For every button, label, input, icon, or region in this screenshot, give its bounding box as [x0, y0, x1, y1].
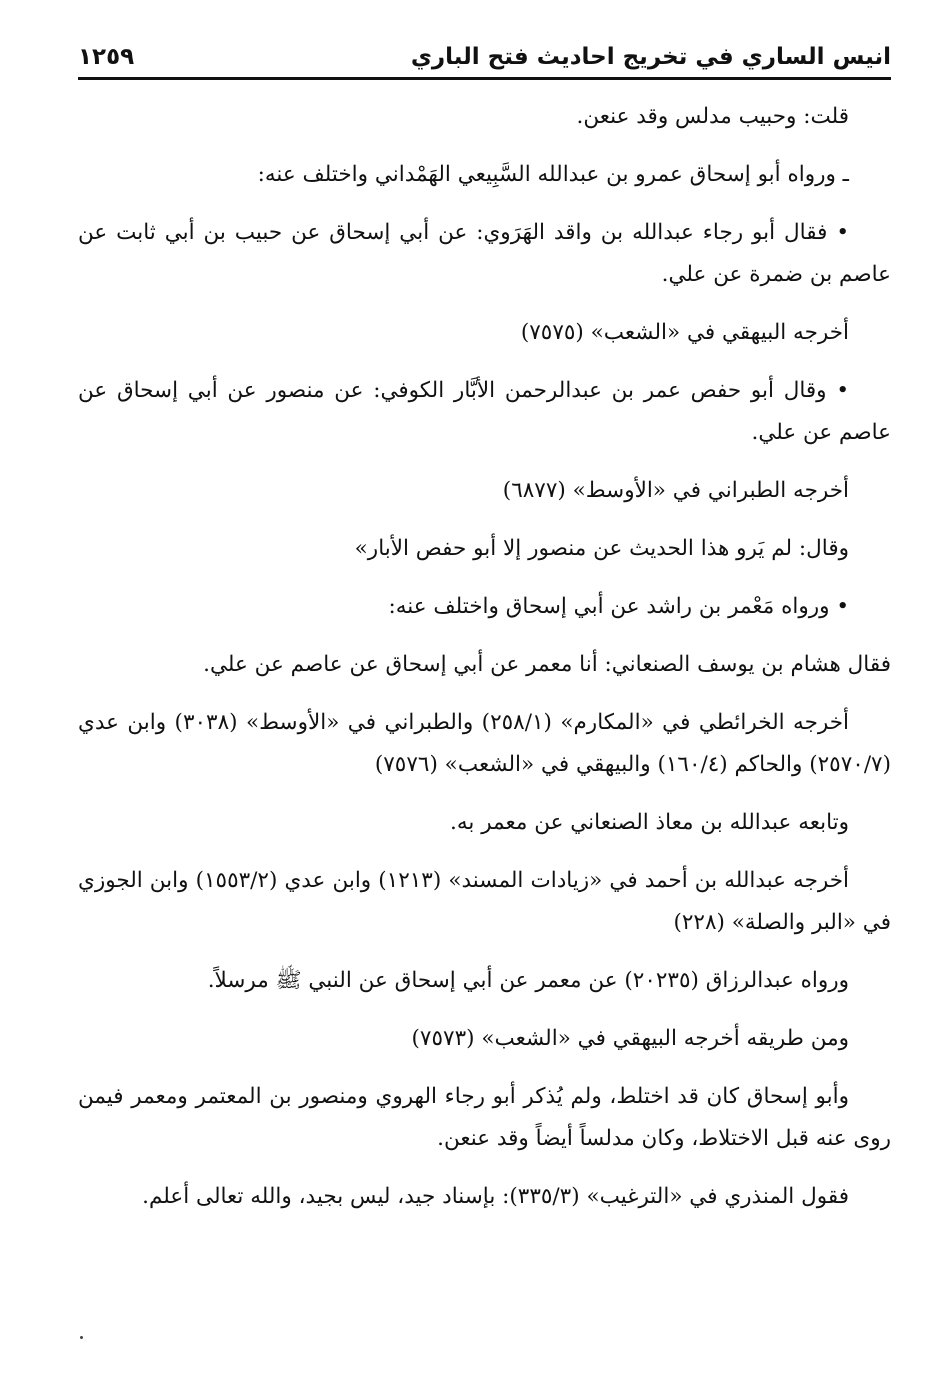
book-title: انيس الساري في تخريج احاديث فتح الباري [410, 44, 891, 70]
paragraph: • ورواه مَعْمر بن راشد عن أبي إسحاق واختلف عنه: [388, 594, 849, 619]
paragraph: ومن طريقه أخرجه البيهقي في «الشعب» (٧٥٧٣) [411, 1026, 849, 1051]
paragraph: • وقال أبو حفص عمر بن عبدالرحمن الأبَّار الكوفي: عن منصور عن أبي إسحاق عن عاصم عن علي. [78, 378, 891, 445]
paragraph: فقال هشام بن يوسف الصنعاني: أنا معمر عن أبي إسحاق عن عاصم عن علي. [203, 652, 891, 677]
paragraph: فقول المنذري في «الترغيب» (٣٣٥/٣): بإسناد جيد، ليس بجيد، والله تعالى أعلم. [142, 1184, 849, 1209]
paragraph: وقال: لم يَرو هذا الحديث عن منصور إلا أبو حفص الأبار» [354, 536, 849, 561]
page-body [78, 96, 891, 1234]
running-header [78, 28, 891, 72]
paragraph: ورواه عبدالرزاق (٢٠٢٣٥) عن معمر عن أبي إسحاق عن النبي ﷺ مرسلاً. [207, 968, 849, 993]
paragraph: • فقال أبو رجاء عبدالله بن واقد الهَرَوي: عن أبي إسحاق عن حبيب بن أبي ثابت عن عاصم بن ضمرة عن علي. [78, 220, 891, 287]
page-number: ١٢٥٩ [78, 44, 135, 70]
paragraph: أخرجه الطبراني في «الأوسط» (٦٨٧٧) [502, 478, 849, 503]
paragraph: أخرجه الخرائطي في «المكارم» (٢٥٨/١) والطبراني في «الأوسط» (٣٠٣٨) وابن عدي (٢٥٧٠/٧) والحاكم (١٦٠/٤) والبيهقي في «الشعب» (٧٥٧٦) [78, 710, 891, 777]
paragraph: وأبو إسحاق كان قد اختلط، ولم يُذكر أبو رجاء الهروي ومنصور بن المعتمر ومعمر فيمن روى عنه قبل الاختلاط، وكان مدلساً أيضاً وقد عنعن. [78, 1084, 891, 1151]
paragraph: وتابعه عبدالله بن معاذ الصنعاني عن معمر به. [450, 810, 849, 835]
print-speck [80, 1336, 83, 1339]
paragraph: قلت: وحبيب مدلس وقد عنعن. [576, 104, 849, 129]
paragraph: ـ ورواه أبو إسحاق عمرو بن عبدالله السَّبِيعي الهَمْداني واختلف عنه: [257, 162, 849, 187]
paragraph: أخرجه عبدالله بن أحمد في «زيادات المسند» (١٢١٣) وابن عدي (١٥٥٣/٢) وابن الجوزي في «البر والصلة» (٢٢٨) [78, 868, 891, 935]
paragraph: أخرجه البيهقي في «الشعب» (٧٥٧٥) [520, 320, 849, 345]
header-divider [78, 77, 891, 80]
